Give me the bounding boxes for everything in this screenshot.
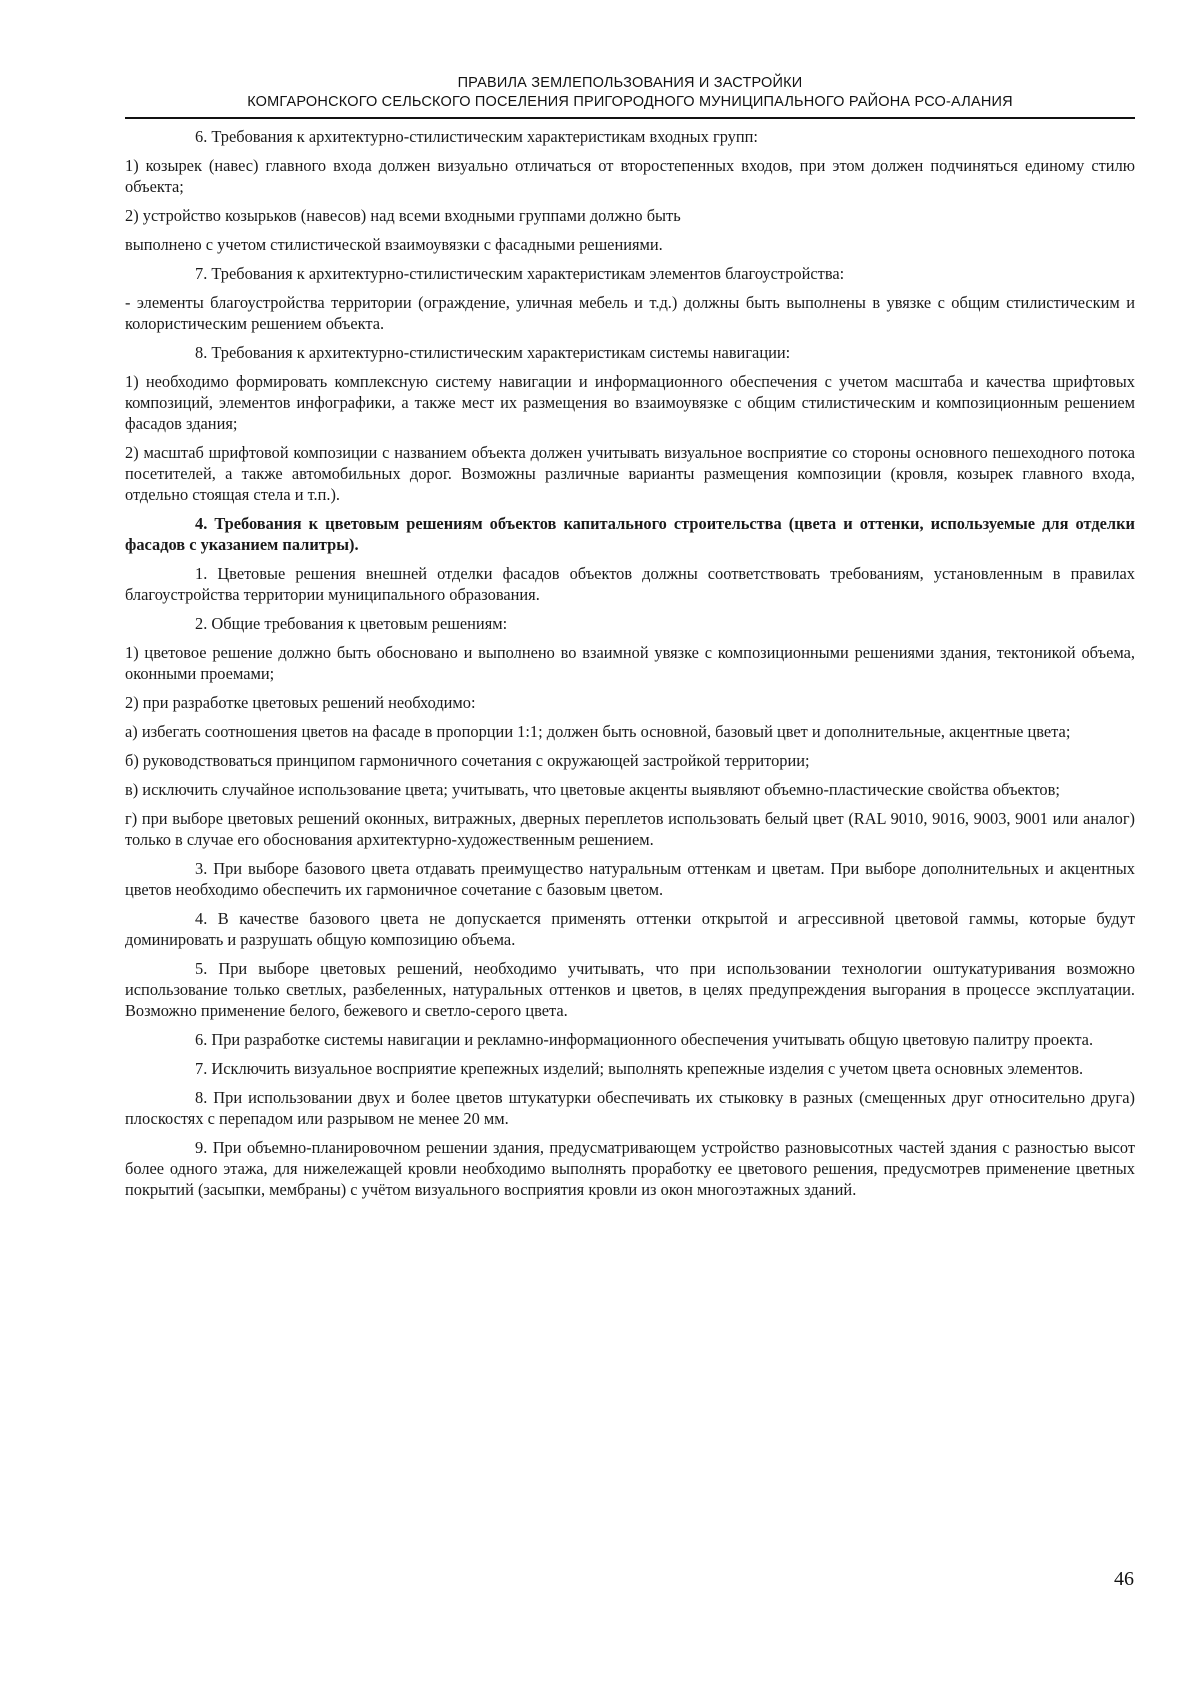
paragraph: 1) козырек (навес) главного входа должен визуально отличаться от второстепенных входов, при этом должен подчиняться единому стилю объекта; [125, 156, 1135, 196]
paragraph: 1) необходимо формировать комплексную систему навигации и информационного обеспечения с учетом масштаба и качества шрифтовых композиций, элементов инфографики, а также мест их размещения во взаимоувязке с общим стилистическим и композиционным решением фасадов здания; [125, 372, 1135, 433]
document-body [125, 126, 1135, 1208]
paragraph: в) исключить случайное использование цвета; учитывать, что цветовые акценты выявляют объемно-пластические свойства объектов; [125, 780, 1060, 799]
paragraph-landscaping-heading: 7. Требования к архитектурно-стилистическим характеристикам элементов благоустройства: [195, 264, 845, 283]
paragraph: 3. При выборе базового цвета отдавать преимущество натуральным оттенкам и цветам. При выборе дополнительных и акцентных цветов необходимо обеспечить их гармоничное сочетание с базовым цветом. [125, 859, 1135, 899]
paragraph: 2) устройство козырьков (навесов) над всеми входными группами должно быть [125, 206, 681, 225]
paragraph: 5. При выборе цветовых решений, необходимо учитывать, что при использовании технологии оштукатуривания возможно использование только светлых, разбеленных, натуральных оттенков и цветов, в целях предупреждения выгорания в процессе эксплуатации. Возможно применение белого, бежевого и светло-серого цвета. [125, 959, 1135, 1020]
header-title-line-2: КОМГАРОНСКОГО СЕЛЬСКОГО ПОСЕЛЕНИЯ ПРИГОРОДНОГО МУНИЦИПАЛЬНОГО РАЙОНА РСО-АЛАНИЯ [247, 94, 1013, 110]
header-rule [125, 117, 1135, 119]
paragraph: 2) при разработке цветовых решений необходимо: [125, 693, 476, 712]
paragraph: 1) цветовое решение должно быть обосновано и выполнено во взаимной увязке с композиционными решениями здания, тектоникой объема, оконными проемами; [125, 643, 1135, 683]
paragraph: 2. Общие требования к цветовым решениям: [195, 614, 508, 633]
paragraph-navigation-heading: 8. Требования к архитектурно-стилистическим характеристикам системы навигации: [195, 343, 791, 362]
paragraph: б) руководствоваться принципом гармоничного сочетания с окружающей застройкой территории; [125, 751, 810, 770]
paragraph: 9. При объемно-планировочном решении здания, предусматривающем устройство разновысотных частей здания с разностью высот более одного этажа, для нижележащей кровли необходимо выполнять проработку ее цветового решения, предусмотрев применение цветных покрытий (засыпки, мембраны) с учётом визуального восприятия кровли из окон многоэтажных зданий. [125, 1138, 1135, 1199]
paragraph: выполнено с учетом стилистической взаимоувязки с фасадными решениями. [125, 235, 663, 254]
section-heading-color-solutions: 4. Требования к цветовым решениям объектов капитального строительства (цвета и оттенки, используемые для отделки фасадов с указанием палитры). [125, 514, 1135, 554]
paragraph: 2) масштаб шрифтовой композиции с названием объекта должен учитывать визуальное восприятие со стороны основного пешеходного потока посетителей, а также автомобильных дорог. Возможны различные варианты размещения композиции (кровля, козырек главного входа, отдельно стоящая стела и т.п.). [125, 443, 1135, 504]
page-number: 46 [1114, 1568, 1134, 1590]
running-header [125, 74, 1135, 112]
paragraph-entrance-groups-heading: 6. Требования к архитектурно-стилистическим характеристикам входных групп: [195, 127, 758, 146]
header-title-line-1: ПРАВИЛА ЗЕМЛЕПОЛЬЗОВАНИЯ И ЗАСТРОЙКИ [457, 75, 803, 91]
paragraph: 1. Цветовые решения внешней отделки фасадов объектов должны соответствовать требованиям, установленным в правилах благоустройства территории муниципального образования. [125, 564, 1135, 604]
paragraph: 6. При разработке системы навигации и рекламно-информационного обеспечения учитывать общую цветовую палитру проекта. [195, 1030, 1094, 1049]
paragraph: г) при выборе цветовых решений оконных, витражных, дверных переплетов использовать белый цвет (RAL 9010, 9016, 9003, 9001 или аналог) только в случае его обоснования архитектурно-художественным решением. [125, 809, 1135, 849]
paragraph: 8. При использовании двух и более цветов штукатурки обеспечивать их стыковку в разных (смещенных друг относительно друга) плоскостях с перепадом или разрывом не менее 20 мм. [125, 1088, 1135, 1128]
paragraph: - элементы благоустройства территории (ограждение, уличная мебель и т.д.) должны быть выполнены в увязке с общим стилистическим и колористическим решением объекта. [125, 293, 1135, 333]
paragraph: а) избегать соотношения цветов на фасаде в пропорции 1:1; должен быть основной, базовый цвет и дополнительные, акцентные цвета; [125, 722, 1071, 741]
paragraph: 4. В качестве базового цвета не допускается применять оттенки открытой и агрессивной цветовой гаммы, которые будут доминировать и разрушать общую композицию объема. [125, 909, 1135, 949]
paragraph: 7. Исключить визуальное восприятие крепежных изделий; выполнять крепежные изделия с учетом цвета основных элементов. [195, 1059, 1084, 1078]
